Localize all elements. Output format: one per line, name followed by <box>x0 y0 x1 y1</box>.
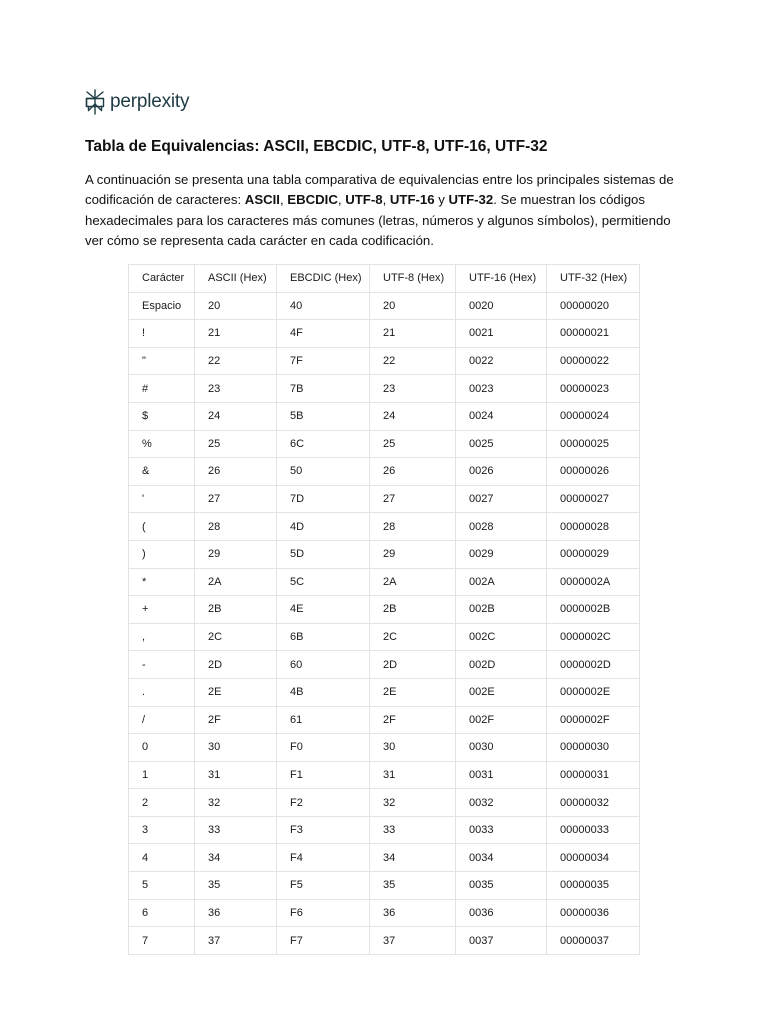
header-utf16: UTF-16 (Hex) <box>456 265 547 293</box>
cell-character: ! <box>129 320 195 348</box>
header-utf8: UTF-8 (Hex) <box>370 265 456 293</box>
cell-ascii: 26 <box>195 458 277 486</box>
cell-ascii: 37 <box>195 927 277 955</box>
cell-ascii: 2F <box>195 706 277 734</box>
cell-utf16: 002C <box>456 623 547 651</box>
cell-character: # <box>129 375 195 403</box>
cell-character: 4 <box>129 844 195 872</box>
cell-ebcdic: 4F <box>277 320 370 348</box>
cell-utf8: 2C <box>370 623 456 651</box>
cell-utf32: 00000034 <box>547 844 640 872</box>
cell-ebcdic: F7 <box>277 927 370 955</box>
cell-utf8: 2F <box>370 706 456 734</box>
cell-character: - <box>129 651 195 679</box>
table-row <box>129 375 640 403</box>
table-row <box>129 347 640 375</box>
cell-ebcdic: 4E <box>277 596 370 624</box>
cell-utf8: 24 <box>370 402 456 430</box>
cell-utf16: 002A <box>456 568 547 596</box>
cell-utf8: 32 <box>370 789 456 817</box>
brand-name: perplexity <box>110 91 190 112</box>
cell-character: Espacio <box>129 292 195 320</box>
cell-character: % <box>129 430 195 458</box>
table-row <box>129 899 640 927</box>
bold-term: ASCII <box>244 192 280 208</box>
cell-ebcdic: 7F <box>277 347 370 375</box>
cell-ebcdic: F0 <box>277 734 370 762</box>
cell-utf32: 00000037 <box>547 927 640 955</box>
cell-character: / <box>129 706 195 734</box>
table-row <box>129 402 640 430</box>
cell-character: . <box>129 678 195 706</box>
cell-ascii: 34 <box>195 844 277 872</box>
table-row <box>129 513 640 541</box>
cell-utf32: 00000027 <box>547 485 640 513</box>
cell-utf8: 31 <box>370 761 456 789</box>
table-row <box>129 568 640 596</box>
cell-utf16: 0023 <box>456 375 547 403</box>
cell-utf8: 21 <box>370 320 456 348</box>
cell-character: , <box>129 623 195 651</box>
cell-utf32: 00000032 <box>547 789 640 817</box>
cell-utf32: 00000020 <box>547 292 640 320</box>
cell-ascii: 33 <box>195 816 277 844</box>
bold-term: UTF-16 <box>389 192 435 208</box>
bold-term: UTF-32 <box>448 192 494 208</box>
cell-utf8: 22 <box>370 347 456 375</box>
encoding-table <box>128 264 640 955</box>
cell-character: 2 <box>129 789 195 817</box>
table-row <box>129 706 640 734</box>
cell-utf16: 0024 <box>456 402 547 430</box>
cell-utf16: 002B <box>456 596 547 624</box>
cell-ebcdic: F2 <box>277 789 370 817</box>
header-utf32: UTF-32 (Hex) <box>547 265 640 293</box>
cell-character: " <box>129 347 195 375</box>
table-row <box>129 872 640 900</box>
table-header-row <box>129 265 640 293</box>
cell-ebcdic: 60 <box>277 651 370 679</box>
cell-utf16: 0022 <box>456 347 547 375</box>
cell-utf16: 0021 <box>456 320 547 348</box>
cell-utf16: 0032 <box>456 789 547 817</box>
cell-ebcdic: 50 <box>277 458 370 486</box>
bold-term: UTF-8 <box>345 192 383 208</box>
cell-ascii: 24 <box>195 402 277 430</box>
cell-utf32: 00000021 <box>547 320 640 348</box>
cell-utf32: 00000028 <box>547 513 640 541</box>
table-row <box>129 678 640 706</box>
cell-ebcdic: 40 <box>277 292 370 320</box>
cell-character: & <box>129 458 195 486</box>
cell-utf32: 0000002B <box>547 596 640 624</box>
cell-character: 3 <box>129 816 195 844</box>
cell-utf16: 0033 <box>456 816 547 844</box>
cell-utf32: 00000033 <box>547 816 640 844</box>
cell-utf8: 25 <box>370 430 456 458</box>
bold-term: EBCDIC <box>287 192 338 208</box>
cell-utf16: 0031 <box>456 761 547 789</box>
cell-utf32: 0000002C <box>547 623 640 651</box>
cell-ascii: 25 <box>195 430 277 458</box>
cell-utf32: 00000029 <box>547 540 640 568</box>
cell-utf8: 20 <box>370 292 456 320</box>
table-row <box>129 789 640 817</box>
cell-utf32: 00000023 <box>547 375 640 403</box>
cell-utf16: 0020 <box>456 292 547 320</box>
cell-character: ' <box>129 485 195 513</box>
cell-character: 0 <box>129 734 195 762</box>
table-row <box>129 292 640 320</box>
cell-character: 5 <box>129 872 195 900</box>
cell-utf16: 0029 <box>456 540 547 568</box>
cell-ascii: 2D <box>195 651 277 679</box>
cell-ebcdic: 61 <box>277 706 370 734</box>
header-character: Carácter <box>129 265 195 293</box>
cell-ebcdic: F3 <box>277 816 370 844</box>
cell-character: 6 <box>129 899 195 927</box>
cell-utf32: 00000030 <box>547 734 640 762</box>
cell-utf16: 0025 <box>456 430 547 458</box>
cell-ascii: 27 <box>195 485 277 513</box>
cell-utf32: 0000002F <box>547 706 640 734</box>
cell-ascii: 20 <box>195 292 277 320</box>
cell-utf16: 0037 <box>456 927 547 955</box>
cell-utf16: 0030 <box>456 734 547 762</box>
cell-utf16: 002F <box>456 706 547 734</box>
cell-ebcdic: 5C <box>277 568 370 596</box>
cell-ebcdic: 4D <box>277 513 370 541</box>
cell-utf32: 0000002E <box>547 678 640 706</box>
table-row <box>129 734 640 762</box>
cell-utf8: 36 <box>370 899 456 927</box>
cell-utf32: 00000031 <box>547 761 640 789</box>
cell-ascii: 2E <box>195 678 277 706</box>
cell-utf8: 33 <box>370 816 456 844</box>
cell-ebcdic: 4B <box>277 678 370 706</box>
header-ascii: ASCII (Hex) <box>195 265 277 293</box>
cell-ascii: 2C <box>195 623 277 651</box>
page-title: Tabla de Equivalencias: ASCII, EBCDIC, UTF-8, UTF-16, UTF-32 <box>85 138 548 155</box>
cell-ebcdic: 6B <box>277 623 370 651</box>
cell-utf32: 0000002A <box>547 568 640 596</box>
cell-character: 1 <box>129 761 195 789</box>
cell-utf16: 0027 <box>456 485 547 513</box>
cell-character: * <box>129 568 195 596</box>
cell-character: $ <box>129 402 195 430</box>
cell-utf16: 002D <box>456 651 547 679</box>
cell-ebcdic: F5 <box>277 872 370 900</box>
intro-paragraph: A continuación se presenta una tabla comparativa de equivalencias entre los principales sistemas de codificación de caracteres: ASCII, EBCDIC, UTF-8, UTF-16 y UTF-32. Se muestran los códigos hexadecimales para los caracteres más comunes (letras, números y algunos símbolos), permitiendo ver cómo se representa cada carácter en cada codificación. <box>85 172 674 249</box>
cell-utf16: 0028 <box>456 513 547 541</box>
cell-utf32: 00000024 <box>547 402 640 430</box>
cell-ascii: 35 <box>195 872 277 900</box>
cell-ascii: 36 <box>195 899 277 927</box>
cell-utf8: 34 <box>370 844 456 872</box>
table-row <box>129 844 640 872</box>
cell-character: ) <box>129 540 195 568</box>
cell-utf16: 0026 <box>456 458 547 486</box>
cell-utf32: 0000002D <box>547 651 640 679</box>
cell-ascii: 21 <box>195 320 277 348</box>
cell-ascii: 2A <box>195 568 277 596</box>
cell-utf8: 23 <box>370 375 456 403</box>
cell-ebcdic: F4 <box>277 844 370 872</box>
cell-utf8: 2A <box>370 568 456 596</box>
cell-utf32: 00000026 <box>547 458 640 486</box>
cell-utf32: 00000036 <box>547 899 640 927</box>
table-row <box>129 596 640 624</box>
cell-utf8: 29 <box>370 540 456 568</box>
cell-character: + <box>129 596 195 624</box>
cell-ebcdic: 7B <box>277 375 370 403</box>
table-row <box>129 430 640 458</box>
table-row <box>129 761 640 789</box>
cell-ascii: 2B <box>195 596 277 624</box>
cell-ebcdic: F6 <box>277 899 370 927</box>
table-row <box>129 458 640 486</box>
brand-logo <box>84 89 189 115</box>
cell-character: 7 <box>129 927 195 955</box>
cell-utf32: 00000025 <box>547 430 640 458</box>
cell-utf8: 37 <box>370 927 456 955</box>
cell-utf16: 002E <box>456 678 547 706</box>
header-ebcdic: EBCDIC (Hex) <box>277 265 370 293</box>
cell-utf8: 30 <box>370 734 456 762</box>
cell-utf8: 28 <box>370 513 456 541</box>
cell-utf8: 2D <box>370 651 456 679</box>
cell-ascii: 28 <box>195 513 277 541</box>
cell-utf8: 27 <box>370 485 456 513</box>
cell-utf8: 35 <box>370 872 456 900</box>
table-row <box>129 816 640 844</box>
cell-utf8: 2B <box>370 596 456 624</box>
table-row <box>129 320 640 348</box>
cell-ebcdic: 5B <box>277 402 370 430</box>
table-body <box>129 292 640 954</box>
cell-ebcdic: 5D <box>277 540 370 568</box>
cell-ebcdic: 7D <box>277 485 370 513</box>
cell-ebcdic: 6C <box>277 430 370 458</box>
cell-ascii: 32 <box>195 789 277 817</box>
cell-utf16: 0036 <box>456 899 547 927</box>
cell-ascii: 22 <box>195 347 277 375</box>
table-row <box>129 651 640 679</box>
cell-ebcdic: F1 <box>277 761 370 789</box>
cell-ascii: 30 <box>195 734 277 762</box>
perplexity-logo-icon <box>84 89 106 115</box>
cell-utf32: 00000022 <box>547 347 640 375</box>
table-row <box>129 540 640 568</box>
table-row <box>129 927 640 955</box>
cell-utf8: 26 <box>370 458 456 486</box>
cell-ascii: 23 <box>195 375 277 403</box>
cell-utf16: 0035 <box>456 872 547 900</box>
cell-utf16: 0034 <box>456 844 547 872</box>
cell-ascii: 29 <box>195 540 277 568</box>
cell-utf32: 00000035 <box>547 872 640 900</box>
table-row <box>129 623 640 651</box>
cell-utf8: 2E <box>370 678 456 706</box>
cell-character: ( <box>129 513 195 541</box>
cell-ascii: 31 <box>195 761 277 789</box>
table-row <box>129 485 640 513</box>
